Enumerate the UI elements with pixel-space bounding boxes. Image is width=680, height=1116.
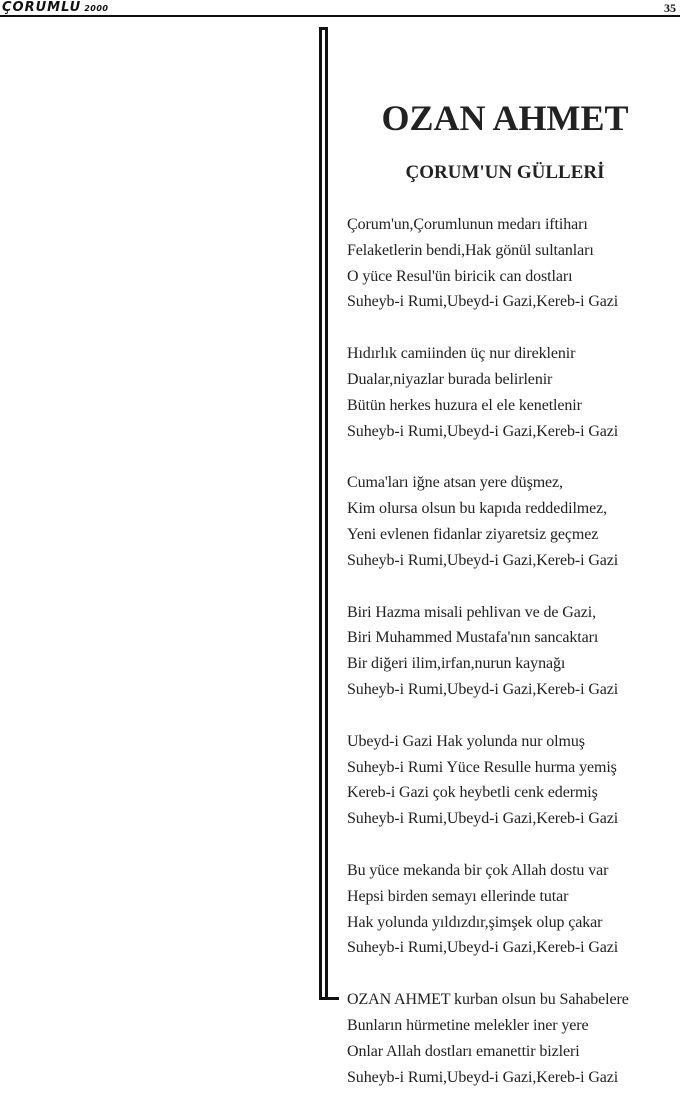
poem-body [347, 212, 680, 1116]
poem-refrain: Suheyb-i Rumi,Ubeyd-i Gazi,Kereb-i Gazi [347, 810, 619, 828]
poem-line: Felaketlerin bendi,Hak gönül sultanları [347, 241, 594, 259]
poem-line: Kim olursa olsun bu kapıda reddedilmez, [347, 500, 608, 518]
stanza-6 [347, 858, 680, 961]
poem-line: Bunların hürmetine melekler iner yere [347, 1016, 589, 1034]
stanza-7 [347, 987, 680, 1090]
vertical-bar-foot [319, 997, 339, 1000]
poem-refrain: Suheyb-i Rumi,Ubeyd-i Gazi,Kereb-i Gazi [347, 293, 619, 311]
poem-author-title: OZAN AHMET [381, 98, 629, 138]
poem-line: OZAN AHMET kurban olsun bu Sahabelere [347, 991, 629, 1009]
poem-line: Bütün herkes huzura el ele kenetlenir [347, 396, 582, 414]
stanza-4 [347, 600, 680, 703]
poem-line: Hıdırlık camiinden üç nur direklenir [347, 345, 576, 363]
poem-line: Cuma'ları iğne atsan yere düşmez, [347, 474, 563, 492]
poem-line: Suheyb-i Rumi Yüce Resulle hurma yemiş [347, 758, 617, 776]
poem-line: Onlar Allah dostları emanettir bizleri [347, 1042, 580, 1060]
poem-line: Çorum'un,Çorumlunun medarı iftiharı [347, 216, 588, 233]
poem-line: Ubeyd-i Gazi Hak yolunda nur olmuş [347, 732, 585, 750]
page-header [0, 0, 680, 16]
poem-line: O yüce Resul'ün biricik can dostları [347, 267, 573, 285]
stanza-3 [347, 470, 680, 573]
poem-line: Biri Muhammed Mustafa'nın sancaktarı [347, 629, 599, 647]
poem-line: Hak yolunda yıldızdır,şimşek olup çakar [347, 913, 603, 931]
poem-title: ÇORUM'UN GÜLLERİ [405, 162, 605, 183]
poem-line: Yeni evlenen fidanlar ziyaretsiz geçmez [347, 525, 599, 543]
stanza-1 [347, 212, 680, 315]
poem-line: Bir diğeri ilim,irfan,nurun kaynağı [347, 655, 566, 673]
poem-line: Dualar,niyazlar burada belirlenir [347, 370, 553, 388]
stanza-2 [347, 341, 680, 444]
running-title [2, 0, 109, 16]
poem-refrain: Suheyb-i Rumi,Ubeyd-i Gazi,Kereb-i Gazi [347, 1068, 619, 1086]
poem-line: Hepsi birden semayı ellerinde tutar [347, 887, 569, 905]
poem-refrain: Suheyb-i Rumi,Ubeyd-i Gazi,Kereb-i Gazi [347, 551, 619, 569]
poem-line: Kereb-i Gazi çok heybetli cenk edermiş [347, 784, 598, 802]
stanza-5 [347, 729, 680, 832]
poem-line: Bu yüce mekanda bir çok Allah dostu var [347, 861, 609, 879]
header-rule [0, 15, 680, 17]
poem-refrain: Suheyb-i Rumi,Ubeyd-i Gazi,Kereb-i Gazi [347, 680, 619, 698]
poem-refrain: Suheyb-i Rumi,Ubeyd-i Gazi,Kereb-i Gazi [347, 939, 619, 957]
page-number: 35 [664, 1, 676, 15]
running-title-year: 2000 [84, 4, 109, 13]
running-title-text: ÇORUMLU [2, 0, 82, 15]
vertical-bar-ornament [319, 27, 328, 1000]
poem-refrain: Suheyb-i Rumi,Ubeyd-i Gazi,Kereb-i Gazi [347, 422, 619, 440]
poem-line: Biri Hazma misali pehlivan ve de Gazi, [347, 603, 597, 621]
